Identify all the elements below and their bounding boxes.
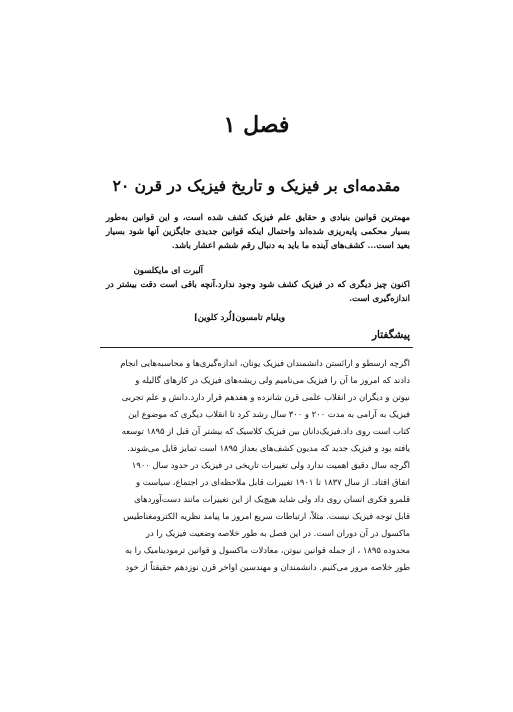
body-line: اتفاق افتاد. از سال ۱۸۳۷ تا ۱۹۰۱ تغییرات قابل ملاحظه‌ای در اجتماع، سیاست و bbox=[136, 477, 410, 487]
body-line: محدوده ۱۸۹۵ ، از جمله قوانین نیوتن، معادلات ماکسول و قوانین ترمودینامیک را به bbox=[125, 545, 410, 555]
body-line: اگرچه سال دقیق اهمیت ندارد ولی تغییرات تاریخی در فیزیک در حدود سال ۱۹۰۰ bbox=[131, 460, 410, 470]
body-line: فیزیک به آرامی به مدت ۲۰۰ و ۳۰۰ سال رشد کرد تا انقلاب دیگری که موضوع این bbox=[128, 409, 410, 419]
chapter-title: مقدمه‌ای بر فیزیک و تاریخ فیزیک در قرن ۲۰ bbox=[112, 176, 401, 195]
epigraph-quote-1: مهمترین قوانین بنیادی و حقایق علم فیزیک کشف شده است، و این قوانین به‌طور بسیار محکمی پایه‌ریزی شده‌اند واحتمال اینکه قوانین جدیدی جایگزین آنها شود بسیار بعید است... کشف‌های آینده ما باید به دنبال رقم ششم اعشار باشد. bbox=[106, 212, 410, 250]
chapter-label: فصل ۱ bbox=[223, 112, 290, 138]
section-heading: پیشگفتار bbox=[371, 329, 410, 341]
body-line: دادند که امروز ما آن را فیزیک می‌نامیم ولی ریشه‌های فیزیک در کارهای گالیله و bbox=[135, 375, 410, 385]
body-line: یافته بود و فیزیک جدید که مدیون کشف‌های بعداز ۱۸۹۵ است تمایز قایل می‌شوند. bbox=[127, 443, 410, 453]
body-line: ماکسول در آن دوران است. در این فصل به طور خلاصه وضعیت فیزیک را در bbox=[145, 528, 410, 538]
body-line: اگرچه ارسطو و ارائستن دانشمندان فیزیک یونان، اندازه‌گیری‌ها و محاسبه‌هایی انجام bbox=[120, 358, 410, 368]
body-line: قلمرو فکری انسان روی داد ولی شاید هیچ‌یک از این تغییرات مانند دست‌آوردهای bbox=[134, 494, 410, 504]
epigraph-author-2: ویلیام تامسون[لُرد کلوین] bbox=[193, 312, 285, 322]
body-paragraph bbox=[100, 355, 410, 576]
heading-divider bbox=[100, 347, 413, 348]
epigraph-author-1: آلبرت ای مایکلسون bbox=[133, 265, 203, 275]
body-line: قابل توجه فیزیک نیست. مثلاً، ارتباطات سریع امروز ما پیامد نظریه الکترومغناطیس bbox=[123, 511, 410, 521]
epigraph-quote-2: اکنون چیز دیگری که در فیزیک کشف شود وجود ندارد.آنچه باقی است دقت بیشتر در اندازه‌گیری است. bbox=[106, 279, 410, 303]
body-line: کتاب است روی داد.فیزیک‌دانان بین فیزیک کلاسیک که بیشتر آن قبل از ۱۸۹۵ توسعه bbox=[121, 426, 410, 436]
body-line: نیوتن و دیگران در انقلاب علمی قرن شانزده و هفدهم قرار دارد.دانش و علم تجربی bbox=[121, 392, 410, 402]
body-line: طور خلاصه مرور می‌کنیم. دانشمندان و مهندسین اواخر قرن نوزدهم حقیقتاً از خود bbox=[125, 562, 410, 572]
